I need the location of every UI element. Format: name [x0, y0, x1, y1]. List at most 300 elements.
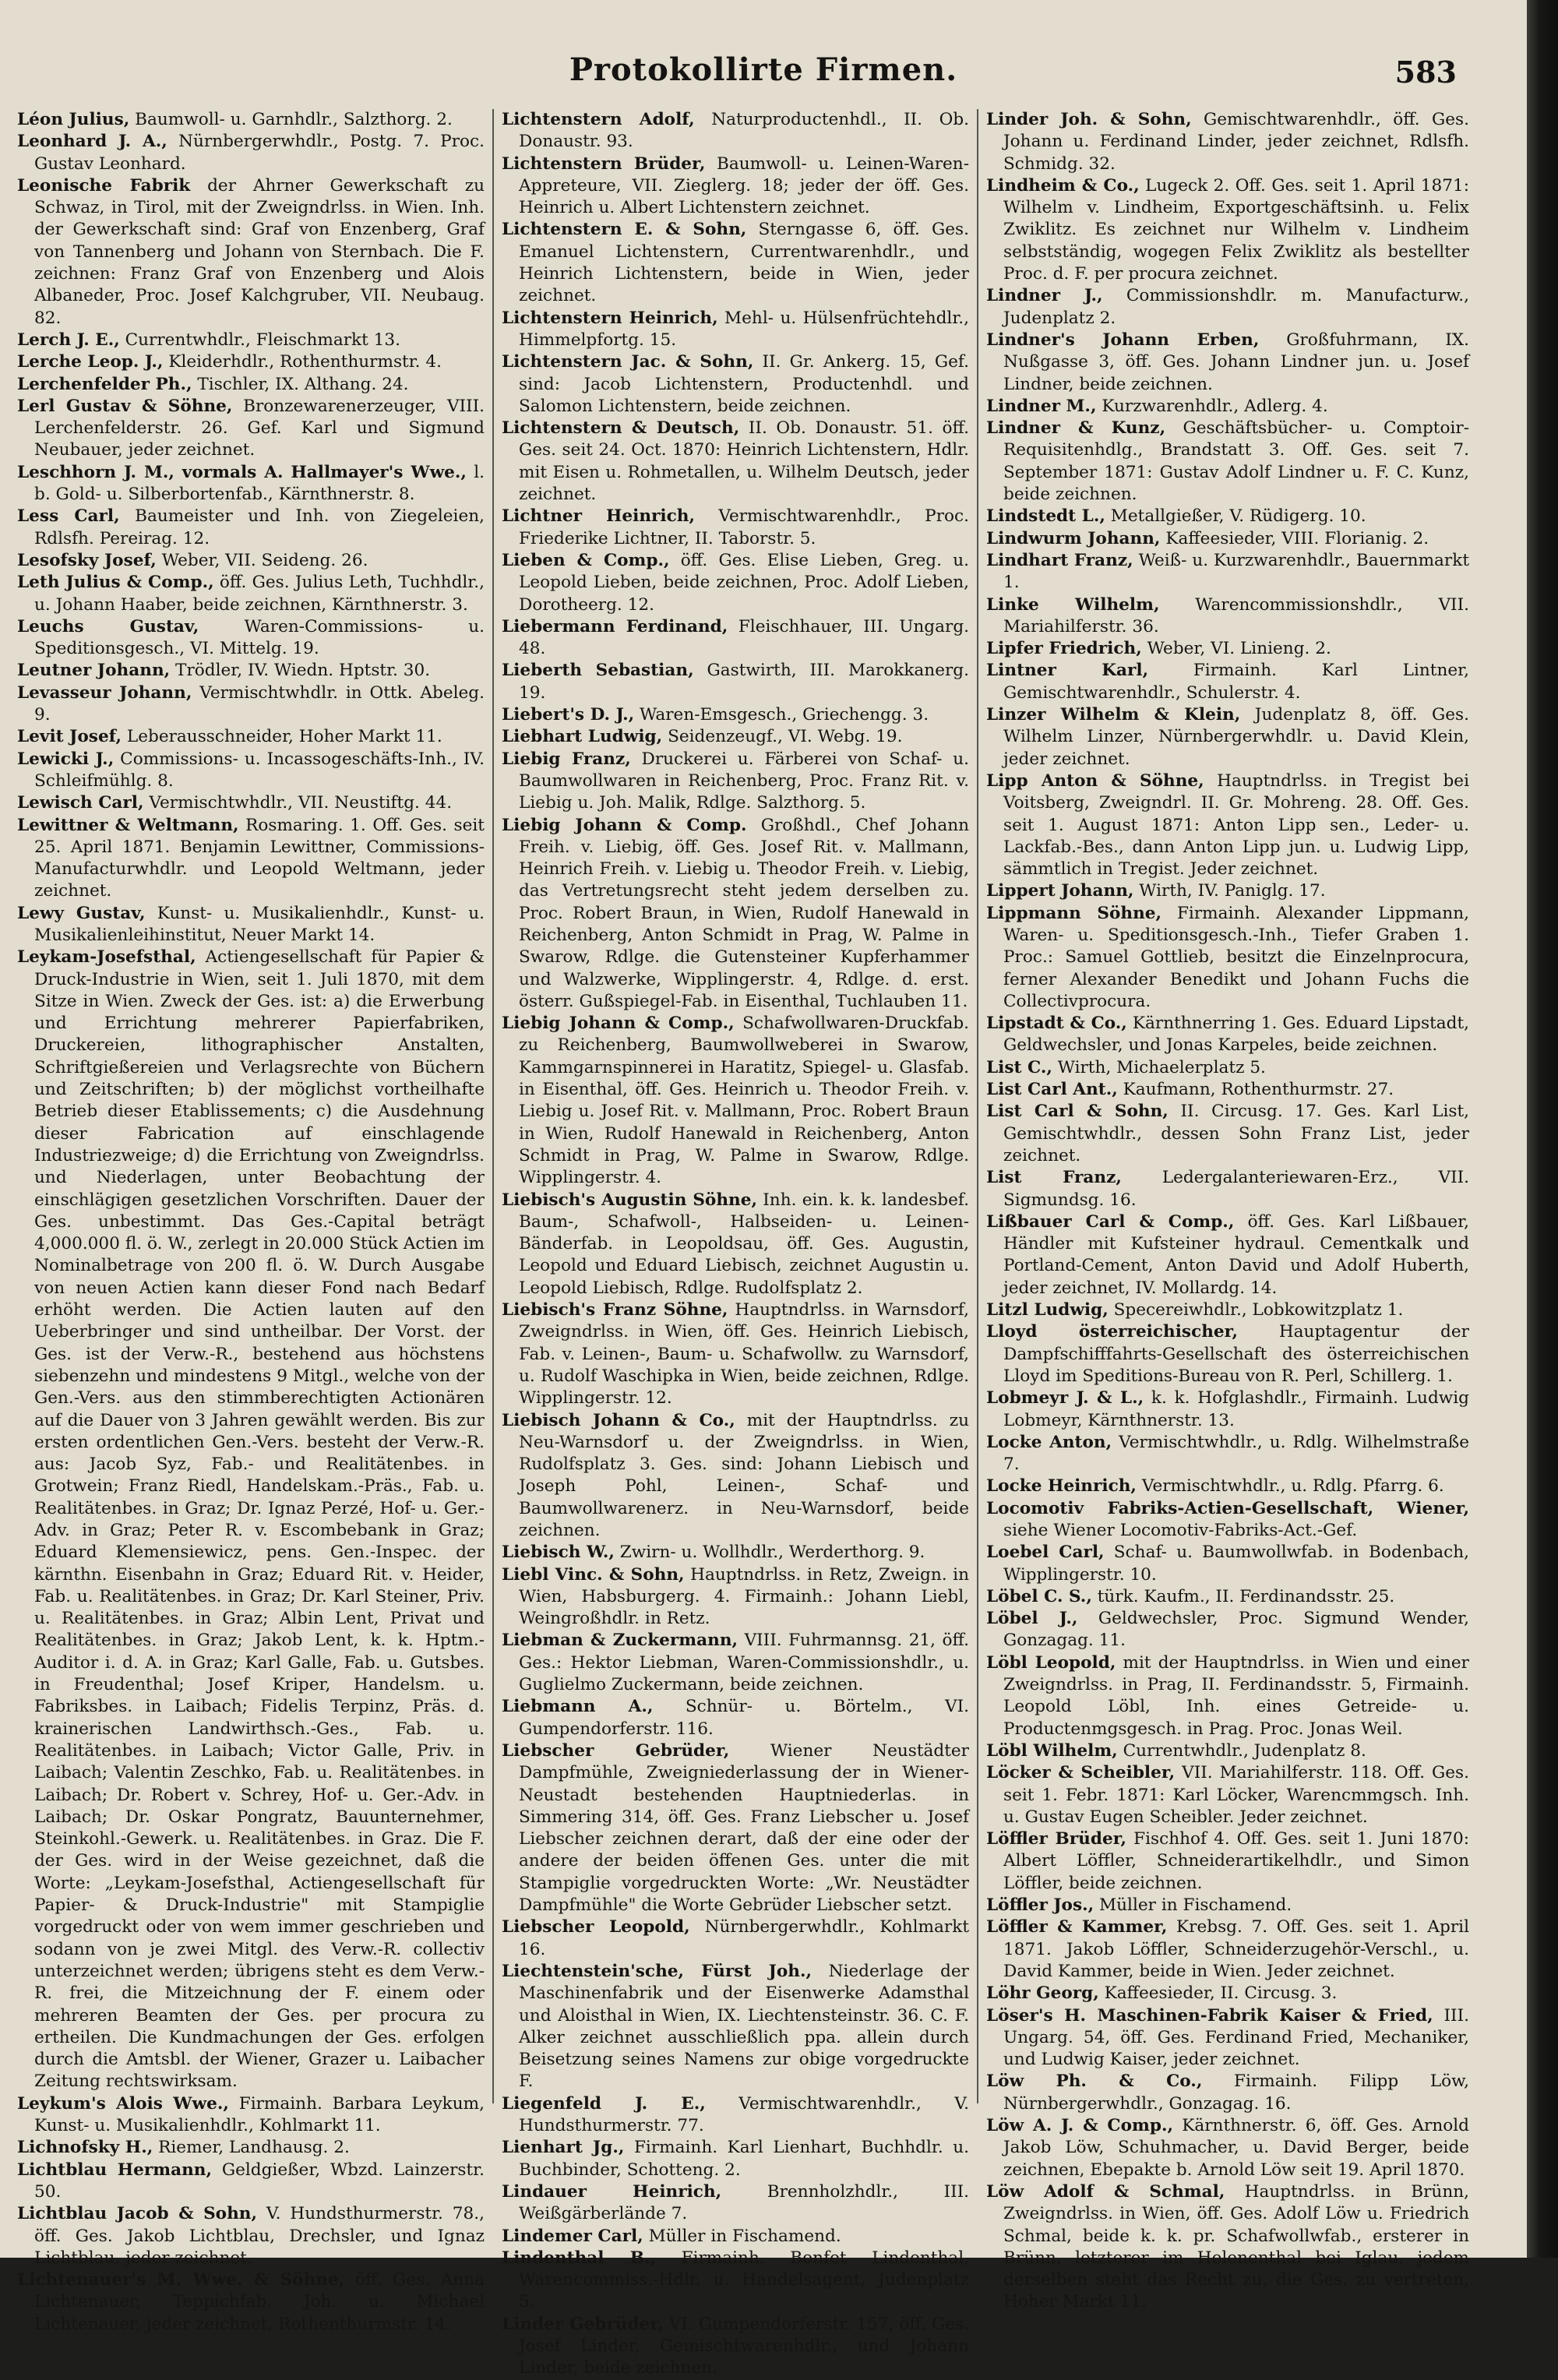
firm-details: Niederlage der Maschinenfabrik und der Eisenwerke Adamsthal und Aloisthal in Wien, IX. Liechtensteinstr. 36. C. F. Alker zeichnet ausschließlich ppa. allein durch Beisetzung seines Namens zur obige vorgedruckte F.: [519, 1961, 969, 2092]
firm-entry: [502, 2093, 969, 2138]
firm-entry: [986, 1498, 1469, 1543]
firm-name: Leonhard J. A.,: [17, 132, 167, 152]
firm-entry: [17, 792, 485, 814]
firm-name: Löbl Leopold,: [986, 1652, 1116, 1673]
firm-details: Currentwhdlr., Judenplatz 8.: [1123, 1740, 1366, 1761]
firm-details: Vermischtwarenhdlr., V. Hundsthurmerstr. 77.: [519, 2093, 969, 2136]
firm-name: Lindenthal B.,: [502, 2248, 657, 2268]
firm-details: Lugeck 2. Off. Ges. seit 1. April 1871: Wilhelm v. Lindheim, Exportgeschäftsinh. u. Felix Zwiklitz. Es zeichnet nur Wilhelm v. Lindheim selbstständig, wogegen Felix Zwiklitz als bestellter Proc. d. F. per procura zeichnet.: [1003, 175, 1469, 284]
firm-entry: [986, 1983, 1469, 2004]
firm-entry: [986, 1013, 1469, 1057]
firm-entry: [986, 1211, 1469, 1299]
firm-entry: [502, 2181, 969, 2226]
firm-entry: [502, 616, 969, 661]
firm-entry: [17, 175, 485, 330]
firm-entry: [986, 1299, 1469, 1321]
firm-name: Lindner's Johann Erben,: [986, 330, 1260, 350]
firm-entry: [986, 330, 1469, 396]
firm-name: Leutner Johann,: [17, 661, 171, 681]
firm-entry: [986, 880, 1469, 902]
firm-entry: [986, 1608, 1469, 1652]
firm-entry: [502, 1630, 969, 1696]
firm-details: Riemer, Landhausg. 2.: [158, 2138, 350, 2158]
firm-entry: [17, 2269, 485, 2336]
firm-entry: [502, 704, 969, 726]
firm-entry: [17, 506, 485, 550]
firm-details: Geldwechsler, Proc. Sigmund Wender, Gonzagag. 11.: [1003, 1609, 1469, 1651]
firm-details: Brennholzhdlr., III. Weißgärberlände 7.: [519, 2181, 969, 2224]
column-3: [986, 109, 1470, 2312]
firm-entry: [502, 153, 969, 220]
firm-entry: [986, 2005, 1469, 2071]
firm-details: Kärnthnerring 1. Ges. Eduard Lipstadt, Geldwechsler, und Jonas Karpeles, beide zeichnen.: [1003, 1014, 1469, 1056]
firm-entry: [986, 2115, 1469, 2181]
firm-entry: [986, 1652, 1469, 1740]
firm-entry: [17, 131, 485, 175]
firm-name: Löffler Jos.,: [986, 1895, 1094, 1916]
firm-name: Locomotiv Fabriks-Actien-Gesellschaft, Wiener,: [986, 1498, 1469, 1518]
firm-name: Leuchs Gustav,: [17, 616, 199, 636]
firm-name: Liebscher Leopold,: [502, 1917, 690, 1937]
firm-name: Less Carl,: [17, 506, 120, 527]
firm-details: Krebsg. 7. Off. Ges. seit 1. April 1871. Jakob Löffler, Schneiderzugehör-Verschl., u. David Kammer, beide in Wien. Jeder zeichnet.: [1003, 1917, 1469, 1981]
firm-entry: [17, 947, 485, 2093]
firm-entry: [502, 1542, 969, 1564]
firm-entry: [986, 660, 1469, 704]
firm-entry: [502, 308, 969, 352]
firm-name: Lobmeyr J. & L.,: [986, 1388, 1144, 1409]
firm-name: Lichtenstern Brüder,: [502, 153, 706, 174]
firm-details: III. Ungarg. 54, öff. Ges. Ferdinand Fried, Mechaniker, und Ludwig Kaiser, jeder zeichnet.: [1003, 2005, 1469, 2070]
firm-entry: [986, 1916, 1469, 1983]
firm-entry: [502, 1696, 969, 1740]
firm-entry: [502, 219, 969, 307]
firm-details: Vermischtwarenhdlr., Proc. Friederike Lichtner, II. Taborstr. 5.: [519, 506, 969, 548]
firm-details: Tischler, IX. Althang. 24.: [197, 374, 409, 394]
firm-entry: [986, 550, 1469, 594]
firm-name: Linzer Wilhelm & Klein,: [986, 705, 1241, 725]
firm-name: Lerchenfelder Ph.,: [17, 374, 192, 394]
firm-details: Großfuhrmann, IX. Nußgasse 3, öff. Ges. Johann Lindner jun. u. Josef Lindner, beide zeichnen.: [1003, 330, 1470, 394]
firm-details: Müller in Fischamend.: [648, 2226, 841, 2246]
firm-name: Löhr Georg,: [986, 1983, 1099, 2004]
firm-details: Vermischtwhdlr., VII. Neustiftg. 44.: [149, 793, 453, 813]
firm-details: Zwirn- u. Wollhdlr., Werderthorg. 9.: [619, 1543, 925, 1563]
firm-name: Lichtner Heinrich,: [502, 506, 695, 527]
firm-details: Baumwoll- u. Leinen-Waren-Appreteure, VII. Zieglerg. 18; jeder der öff. Ges. Heinrich u. Albert Lichtenstern zeichnet.: [519, 153, 969, 218]
firm-name: Levasseur Johann,: [17, 682, 192, 703]
firm-entry: [502, 1299, 969, 1409]
firm-name: Liebscher Gebrüder,: [502, 1740, 730, 1761]
firm-details: Kurzwarenhdlr., Adlerg. 4.: [1102, 396, 1328, 416]
firm-details: II. Gr. Ankerg. 15, Gef. sind: Jacob Lichtenstern, Productenhdl. und Salomon Lichtenstern, beide zeichnen.: [519, 352, 969, 416]
firm-details: Specereiwhdlr., Lobkowitzplatz 1.: [1113, 1300, 1404, 1320]
firm-name: Liebman & Zuckermann,: [502, 1631, 738, 1651]
firm-details: Großhdl., Chef Johann Freih. v. Liebig, öff. Ges. Josef Rit. v. Mallmann, Heinrich Freih. v. Liebig u. Theodor Freih. v. Liebig, das Vertretungsrecht steht jedem derselben zu. Proc. Robert Braun, in Wien, Rudolf Hanewald in Reichenberg, Anton Schmidt in Prag, W. Palme in Swarow, Rdlge. die Gutensteiner Kupferhammer und Walzwerke, Wipplingerstr. 4, Rdlge. d. erst. österr. Gußspiegel-Fab. in Eisenthal, Tuchlauben 11.: [519, 815, 970, 1011]
firm-name: Löffler Brüder,: [986, 1829, 1127, 1849]
firm-entry: [17, 903, 485, 947]
firm-name: Löbel C. S.,: [986, 1586, 1092, 1606]
firm-name: Löw A. J. & Comp.,: [986, 2116, 1173, 2136]
firm-name: Lichnofsky H.,: [17, 2138, 153, 2158]
firm-name: Leschhorn J. M., vormals A. Hallmayer's Wwe.,: [17, 462, 467, 482]
firm-entry: [17, 109, 485, 131]
firm-details: Kaufmann, Rothenthurmstr. 27.: [1123, 1080, 1394, 1100]
firm-details: Judenplatz 8, öff. Ges. Wilhelm Linzer, Nürnbergerwhdlr. u. David Klein, jeder zeichnet.: [1003, 705, 1469, 769]
firm-entry: [986, 638, 1469, 660]
firm-details: Kleiderhdlr., Rothenthurmstr. 4.: [168, 352, 442, 372]
firm-entry: [986, 1586, 1469, 1608]
firm-entry: [986, 2181, 1469, 2314]
firm-name: Loebel Carl,: [986, 1543, 1105, 1563]
directory-columns: [17, 109, 1511, 2378]
firm-entry: [986, 704, 1469, 770]
firm-name: Leth Julius & Comp.,: [17, 573, 214, 593]
firm-details: Druckerei u. Färberei von Schaf- u. Baumwollwaren in Reichenberg, Proc. Franz Rit. v. Liebig u. Joh. Malik, Rdlge. Salzthorg. 5.: [519, 749, 969, 813]
firm-details: Seidenzeugf., VI. Webg. 19.: [668, 727, 903, 747]
firm-details: Currentwhdlr., Fleischmarkt 13.: [125, 330, 401, 350]
firm-details: öff. Ges. Karl Lißbauer, Händler mit Kufsteiner hydraul. Cementkalk und Portland-Cement, Anton David und Adolf Huberth, jeder zeichnet, IV. Mollardg. 14.: [1003, 1211, 1470, 1298]
firm-name: Lißbauer Carl & Comp.,: [986, 1211, 1235, 1232]
firm-name: Lesofsky Josef,: [17, 550, 157, 570]
firm-details: Actiengesellschaft für Papier & Druck-Industrie in Wien, seit 1. Juli 1870, mit dem Sitze in Wien. Zweck der Ges. ist: a) die Erwerbung und Errichtung mehrerer Papierfabriken, Druckereien, lithographischer Anstalten, Schriftgießereien und Verlagsrechte von Büchern und Zeitschriften; b) der möglichst vortheilhafte Betrieb dieser Etablissements; c) die Ausdehnung dieser Fabrication auf einschlagende Industriezweige; d) die Errichtung von Zweigndrlss. und Niederlagen, unter Beobachtung der einschlägigen gesetzlichen Vorschriften. Dauer der Ges. unbestimmt. Das Ges.-Capital beträgt 4,000.000 fl. ö. W., zerlegt in 20.000 Stück Actien im Nominalbetrage von 200 fl. ö. W. Durch Ausgabe von neuen Actien kann dieser Fond nach Bedarf erhöht werden. Die Actien lauten auf den Ueberbringer und sind untheilbar. Der Vorst. der Ges. ist der Verw.-R., bestehend aus höchstens siebenzehn und mindestens 9 Mitgl., welche von der Gen.-Vers. aus den stimmberechtigten Actionären auf die Dauer von 3 Jahren gewählt werden. Bis zur ersten ordentlichen Gen.-Vers. besteht der Verw.-R. aus: Jacob Syz, Fab.- und Realitätenbes. in Grotwein; Franz Riedl, Handelskam.-Präs., Fab. u. Realitätenbes. in Graz; Dr. Ignaz Perzé, Hof- u. Ger.-Adv. in Graz; Peter R. v. Escombebank in Graz; Eduard Klemensiewicz, pens. Gen.-Inspec. der kärnthn. Eisenbahn in Graz; Eduard Rit. v. Heider, Fab. u. Realitätenbes. in Graz; Dr. Karl Steiner, Priv. u. Realitätenbes. in Graz; Albin Lent, Privat und Realitätenbes. in Graz; Jakob Lent, k. k. Hptm.-Auditor i. d. A. in Graz; Karl Galle, Fab. u. Gutsbes. in Freudenthal; Josef Kriper, Handelsm. u. Fabriksbes. in Laibach; Fidelis Terpinz, Präs. d. krainerischen Landwirthsch.-Ges., Fab. u. Realitätenbes. in Laibach; Victor Galle, Priv. in Laibach; Valentin Zeschko, Fab. u. Realitätenbes. in Laibach; Dr. Robert v. Schrey, Hof- u. Ger.-Adv. in Laibach; Dr. Oskar Pongratz, Bauunternehmer, Steinkohl.-Gewerk. u. Realitätenbes. in Graz. Die F. der Ges. wird in der Weise gezeichnet, daß die Worte: „Leykam-Josefsthal, Actiengesellschaft für Papier- & Druck-Industrie" mit Stampiglie vorgedruckt oder von wem immer geschrieben und sodann von je zwei Mitgl. des Verw.-R. collectiv unterzeichnet werden; übrigens steht es dem Verw.-R. frei, die Mitzeichnung der F. einem oder mehreren Beamten der Ges. per procura zu ertheilen. Die Kundmachungen der Ges. erfolgen durch die Amtsbl. der Wiener, Grazer u. Laibacher Zeitung rechtswirksam.: [34, 947, 485, 2092]
firm-name: Löw Adolf & Schmal,: [986, 2181, 1225, 2202]
firm-details: Commissionshdlr. m. Manufacturw., Judenplatz 2.: [1003, 286, 1469, 328]
firm-details: Leberausschneider, Hoher Markt 11.: [126, 727, 442, 747]
firm-details: Geschäftsbücher- u. Comptoir-Requisitenhdlg., Brandstatt 3. Off. Ges. seit 7. September 1871: Gustav Adolf Lindner u. F. C. Kunz, beide zeichnen.: [1003, 418, 1469, 505]
firm-details: öff. Ges. Elise Lieben, Greg. u. Leopold Lieben, beide zeichnen, Proc. Adolf Lieben, Dorotheerg. 12.: [519, 550, 970, 615]
page-header: [0, 45, 1527, 100]
column-divider: [492, 109, 494, 2103]
firm-details: II. Ob. Donaustr. 51. öff. Ges. seit 24. Oct. 1870: Heinrich Lichtenstern, Hdlr. mit Eisen u. Rohmetallen, u. Wilhelm Deutsch, jeder zeichnet.: [519, 418, 969, 505]
firm-name: Liebisch Johann & Co.,: [502, 1410, 735, 1430]
firm-details: Hauptndrlss. in Brünn, Zweigndrlss. in Wien, öff. Ges. Adolf Löw u. Friedrich Schmal, beide k. k. pr. Schafwollwfab., ersterer in Brünn, letzterer im Helenenthal bei Iglau, jedem derselben steht das Recht zu, die Ges. zu vertreten, Hoher Markt 11.: [1003, 2181, 1469, 2312]
firm-name: Löcker & Scheibler,: [986, 1763, 1176, 1783]
firm-name: Löffler & Kammer,: [986, 1917, 1168, 1937]
firm-name: Lindauer Heinrich,: [502, 2181, 722, 2202]
firm-entry: [17, 330, 485, 351]
firm-name: Leykum's Alois Wwe.,: [17, 2093, 229, 2114]
firm-name: Lichtenstern Heinrich,: [502, 308, 718, 328]
firm-entry: [17, 462, 485, 506]
firm-name: Liebl Vinc. & Sohn,: [502, 1564, 685, 1585]
firm-entry: [986, 1542, 1469, 1586]
firm-entry: [17, 616, 485, 661]
firm-entry: [502, 2314, 969, 2380]
firm-entry: [986, 594, 1469, 639]
firm-name: Löbel J.,: [986, 1609, 1078, 1629]
firm-details: Wirth, IV. Paniglg. 17.: [1139, 881, 1326, 901]
firm-entry: [986, 1101, 1469, 1167]
firm-name: Lindner & Kunz,: [986, 418, 1166, 439]
firm-details: Firmainh. Alexander Lippmann, Waren- u. Speditionsgesch.-Inh., Tiefer Graben 1. Proc.: Samuel Gottlieb, besitzt die Einzelnprocura, ferner Alexander Benedikt und Johann Fuchs die Collectivprocura.: [1003, 903, 1469, 1011]
firm-name: Lewittner & Weltmann,: [17, 815, 239, 835]
firm-entry: [17, 550, 485, 572]
scan-dark-edge: [1527, 0, 1558, 2258]
firm-name: Lichtenstern E. & Sohn,: [502, 220, 747, 240]
firm-entry: [502, 418, 969, 506]
firm-details: Waren-Commissions- u. Speditionsgesch., VI. Mittelg. 19.: [34, 616, 485, 659]
firm-entry: [986, 903, 1469, 1013]
firm-details: Kärnthnerstr. 6, öff. Ges. Arnold Jakob Löw, Schuhmacher, u. David Berger, beide zeichnen, Ebepakte b. Arnold Löw seit 19. April 1870.: [1003, 2116, 1469, 2180]
firm-name: Liebert's D. J.,: [502, 705, 635, 725]
firm-entry: [986, 1057, 1469, 1079]
firm-details: Hauptndrlss. in Warnsdorf, Zweigndrlss. in Wien, öff. Ges. Heinrich Liebisch, Fab. v. Leinen-, Baum- u. Schafwollw. zu Warnsdorf, u. Rudolf Waschipka in Wien, beide zeichnen, Rdlge. Wipplingerstr. 12.: [519, 1300, 969, 1409]
firm-entry: [986, 1079, 1469, 1101]
firm-entry: [17, 815, 485, 903]
firm-name: Lieberth Sebastian,: [502, 661, 694, 681]
firm-details: Wiener Neustädter Dampfmühle, Zweigniederlassung der in Wiener-Neustadt bestehenden Hauptniederlas. in Simmering 314, öff. Ges. Franz Liebscher u. Josef Liebscher zeichnen derart, daß der eine oder der andere der beiden öffenen Ges. unter die mit Stampiglie vorgedruckten Worte: „Wr. Neustädter Dampfmühle" die Worte Gebrüder Liebscher setzt.: [519, 1740, 969, 1916]
firm-details: II. Circusg. 17. Ges. Karl List, Gemischtwhdlr., dessen Sohn Franz List, jeder zeichnet.: [1003, 1102, 1469, 1165]
firm-details: Vermischtwhdlr., u. Rdlg. Pfarrg. 6.: [1141, 1476, 1444, 1497]
firm-details: Baumeister und Inh. von Ziegeleien, Rdlsfh. Pereirag. 12.: [34, 506, 485, 548]
firm-details: Müller in Fischamend.: [1099, 1895, 1292, 1916]
firm-entry: [17, 2093, 485, 2138]
firm-details: Schaf- u. Baumwollwfab. in Bodenbach, Wipplingerstr. 10.: [1003, 1543, 1469, 1585]
firm-name: Löbl Wilhelm,: [986, 1740, 1118, 1761]
firm-details: Commissions- u. Incassogeschäfts-Inh., IV. Schleifmühlg. 8.: [34, 749, 485, 791]
firm-name: Lewy Gustav,: [17, 903, 146, 923]
firm-entry: [986, 1895, 1469, 1916]
firm-details: Fleischhauer, III. Ungarg. 48.: [519, 616, 970, 659]
firm-name: List C.,: [986, 1057, 1052, 1077]
firm-details: Hauptndrlss. in Tregist bei Voitsberg, Zweigndrl. II. Gr. Mohreng. 28. Off. Ges. seit 1. August 1871: Anton Lipp sen., Leder- u. Lackfab.-Bes., dann Anton Lipp jun. u. Ludwig Lipp, sämmtlich in Tregist. Jeder zeichnet.: [1003, 770, 1469, 880]
firm-details: Metallgießer, V. Rüdigerg. 10.: [1110, 506, 1366, 527]
firm-name: Lerch J. E.,: [17, 330, 120, 350]
firm-details: Waren-Emsgesch., Griechengg. 3.: [640, 705, 929, 725]
firm-entry: [17, 726, 485, 748]
firm-entry: [986, 285, 1469, 330]
firm-entry: [502, 1961, 969, 2093]
firm-entry: [986, 1321, 1469, 1387]
firm-name: Lichtblau Jacob & Sohn,: [17, 2204, 257, 2224]
firm-entry: [986, 109, 1469, 175]
firm-name: Liechtenstein'sche, Fürst Joh.,: [502, 1961, 812, 1981]
firm-name: Liebermann Ferdinand,: [502, 616, 728, 636]
firm-entry: [17, 374, 485, 396]
firm-details: VII. Mariahilferstr. 118. Off. Ges. seit 1. Febr. 1871: Karl Löcker, Warencmmgsch. Inh. u. Gustav Eugen Scheibler. Jeder zeichnet.: [1003, 1763, 1469, 1827]
firm-details: öff. Ges. Anna Lichtenauer, Teppichfab. Joh. u. Michael Lichtenauer, jeder zeichnet, Rothenthurmstr. 14.: [34, 2270, 485, 2334]
firm-name: Liebmann A.,: [502, 1697, 654, 1717]
firm-entry: [986, 1476, 1469, 1497]
firm-entry: [502, 660, 969, 704]
firm-details: Firmainh. Bonfet Lindenthal, Warencommiss.-Hdlr. u. Handelsagent, Judenplatz 5.: [519, 2248, 969, 2312]
firm-name: Leonische Fabrik: [17, 175, 191, 196]
firm-details: Weiß- u. Kurzwarenhdlr., Bauernmarkt 1.: [1003, 550, 1469, 593]
firm-details: Vermischtwhdlr., u. Rdlg. Wilhelmstraße 7.: [1003, 1432, 1469, 1475]
firm-name: Lewicki J.,: [17, 749, 115, 769]
firm-entry: [502, 726, 969, 748]
firm-name: Lichtblau Hermann,: [17, 2160, 212, 2180]
firm-name: List Franz,: [986, 1168, 1122, 1188]
firm-name: Liebig Johann & Comp.,: [502, 1014, 735, 1034]
firm-entry: [986, 770, 1469, 880]
firm-entry: [17, 749, 485, 793]
firm-entry: [502, 351, 969, 418]
firm-details: Weber, VII. Seideng. 26.: [161, 550, 368, 570]
firm-details: VI. Gumpendorferstr. 157, öff. Ges. Josef Linder, Gemischtwarenhdlr., und Johann Linder, beide zeichnen.: [519, 2314, 969, 2378]
firm-details: Gemischtwarenhdlr., öff. Ges. Johann u. Ferdinand Linder, jeder zeichnet, Rdlsfh. Schmidg. 32.: [1003, 110, 1469, 174]
firm-entry: [502, 2137, 969, 2181]
firm-name: Léon Julius,: [17, 110, 130, 129]
firm-entry: [17, 2137, 485, 2159]
firm-name: Lewisch Carl,: [17, 793, 144, 813]
firm-name: Lloyd österreichischer,: [986, 1322, 1238, 1342]
column-1: [17, 109, 485, 2334]
firm-details: mit der Hauptndrlss. in Wien und einer Zweigndrlss. in Prag, II. Ferdinandsstr. 5, Firmainh. Leopold Löbl, Inh. eines Getreide- u. Productenmgsgesch. in Prag. Proc. Jonas Weil.: [1003, 1652, 1469, 1739]
firm-details: siehe Wiener Locomotiv-Fabriks-Act.-Gef.: [1003, 1521, 1358, 1540]
firm-details: Nürnbergerwhdlr., Postg. 7. Proc. Gustav Leonhard.: [34, 132, 485, 174]
firm-name: Liebig Johann & Comp.: [502, 815, 747, 835]
firm-details: der Ahrner Gewerkschaft zu Schwaz, in Tirol, mit der Zweigndrlss. in Wien. Inh. der Gewerkschaft sind: Graf von Enzenberg, Graf von Tannenberg und Johann von Sternbach. Die F. zeichnen: Franz Graf von Enzenberg und Alois Albaneder, Proc. Josef Kalchgruber, VII. Neubaug. 82.: [34, 175, 485, 328]
firm-details: Mehl- u. Hülsenfrüchtehdlr., Himmelpfortg. 15.: [519, 308, 970, 350]
firm-name: Lindner J.,: [986, 286, 1103, 306]
firm-name: Lichtenstern & Deutsch,: [502, 418, 740, 439]
firm-name: Lichtenstern Jac. & Sohn,: [502, 352, 754, 372]
firm-details: Firmainh. Karl Lintner, Gemischtwarenhdlr., Schulerstr. 4.: [1003, 661, 1469, 703]
firm-name: Lerl Gustav & Söhne,: [17, 396, 233, 416]
firm-name: Lindstedt L.,: [986, 506, 1105, 527]
firm-name: Linder Joh. & Sohn,: [986, 110, 1192, 129]
firm-entry: [986, 1740, 1469, 1762]
firm-name: Levit Josef,: [17, 727, 122, 747]
firm-entry: [17, 2203, 485, 2269]
firm-details: Sterngasse 6, öff. Ges. Emanuel Lichtenstern, Currentwarenhdlr., und Heinrich Lichtenstern, beide in Wien, jeder zeichnet.: [519, 220, 969, 306]
firm-entry: [502, 506, 969, 550]
firm-details: Fischhof 4. Off. Ges. seit 1. Juni 1870: Albert Löffler, Schneiderartikelhdlr., und Simon Löffler, beide zeichnen.: [1003, 1829, 1469, 1893]
firm-details: Hauptagentur der Dampfschifffahrts-Gesellschaft des österreichischen Lloyd im Speditions-Bureau von R. Perl, Schillerg. 1.: [1003, 1322, 1469, 1386]
firm-entry: [502, 815, 969, 1014]
firm-name: Lindemer Carl,: [502, 2226, 643, 2246]
firm-name: Liebhart Ludwig,: [502, 727, 663, 747]
firm-details: Vermischtwhdlr. in Ottk. Abeleg. 9.: [34, 682, 485, 725]
firm-name: Lippert Johann,: [986, 881, 1134, 901]
firm-entry: [986, 1828, 1469, 1895]
firm-entry: [17, 396, 485, 462]
firm-name: Lindwurm Johann,: [986, 528, 1161, 548]
firm-entry: [502, 1740, 969, 1916]
firm-name: Lindhart Franz,: [986, 550, 1133, 570]
firm-name: Lindheim & Co.,: [986, 175, 1140, 196]
firm-name: Lindner M.,: [986, 396, 1097, 416]
firm-entry: [986, 1432, 1469, 1476]
firm-details: V. Hundsthurmerstr. 78., öff. Ges. Jakob Lichtblau, Drechsler, und Ignaz Lichtblau, jeder zeichnet.: [34, 2204, 485, 2268]
column-2: [502, 109, 970, 2378]
firm-name: Lichtenauer's M. Wwe. & Söhne,: [17, 2270, 345, 2290]
firm-name: List Carl Ant.,: [986, 1080, 1118, 1100]
firm-name: Lintner Karl,: [986, 661, 1149, 681]
firm-details: Baumwoll- u. Garnhdlr., Salzthorg. 2.: [135, 110, 453, 129]
firm-entry: [17, 351, 485, 373]
firm-details: Inh. ein. k. k. landesbef. Baum-, Schafwoll-, Halbseiden- u. Leinen-Bänderfab. in Leopoldsau, öff. Ges. Augustin, Leopold und Eduard Liebisch, zeichnet Augustin u. Leopold Liebisch, Rdlge. Rudolfsplatz 2.: [519, 1190, 969, 1298]
firm-details: k. k. Hofglashdlr., Firmainh. Ludwig Lobmeyr, Kärnthnerstr. 13.: [1003, 1388, 1469, 1430]
firm-details: Trödler, IV. Wiedn. Hptstr. 30.: [175, 661, 431, 681]
firm-entry: [986, 418, 1469, 506]
firm-details: Firmainh. Barbara Leykum, Kunst- u. Musikalienhdlr., Kohlmarkt 11.: [34, 2093, 485, 2136]
firm-details: Wirth, Michaelerplatz 5.: [1057, 1057, 1266, 1077]
firm-name: Lippmann Söhne,: [986, 903, 1162, 923]
page-number: 583: [1394, 55, 1457, 90]
firm-entry: [502, 2226, 969, 2248]
firm-name: Locke Heinrich,: [986, 1476, 1137, 1497]
firm-entry: [986, 1387, 1469, 1432]
firm-details: öff. Ges. Julius Leth, Tuchhdlr., u. Johann Haaber, beide zeichnen, Kärnthnerstr. 3.: [34, 573, 485, 615]
firm-entry: [502, 1564, 969, 1631]
firm-name: Litzl Ludwig,: [986, 1300, 1109, 1320]
firm-name: Liebisch W.,: [502, 1543, 615, 1563]
firm-details: VIII. Fuhrmannsg. 21, öff. Ges.: Hektor Liebman, Waren-Commissionshdlr., u. Guglielmo Zuckermann, beide zeichnen.: [519, 1631, 969, 1695]
firm-entry: [17, 572, 485, 616]
firm-name: Lipp Anton & Söhne,: [986, 770, 1204, 791]
firm-entry: [986, 175, 1469, 285]
firm-details: Geldgießer, Wbzd. Lainzerstr. 50.: [34, 2160, 485, 2202]
firm-entry: [502, 749, 969, 815]
firm-name: Linke Wilhelm,: [986, 594, 1160, 615]
firm-details: Schafwollwaren-Druckfab. zu Reichenberg, Baumwollweberei in Swarow, Kammgarnspinnerei in Haratitz, Spiegel- u. Glasfab. in Eisenthal, öff. Ges. Heinrich u. Theodor Freih. v. Liebig u. Josef Rit. v. Mallmann, Proc. Robert Braun in Wien, Rudolf Hanewald in Reichenberg, Anton Schmidt in Prag, W. Palme in Swarow, Rdlge. Wipplingerstr. 4.: [519, 1014, 970, 1188]
firm-name: Locke Anton,: [986, 1432, 1112, 1452]
firm-name: Löser's H. Maschinen-Fabrik Kaiser & Fried,: [986, 2005, 1433, 2026]
firm-name: Lieben & Comp.,: [502, 550, 670, 570]
firm-name: Linder Gebrüder,: [502, 2314, 664, 2334]
firm-name: Liebisch's Augustin Söhne,: [502, 1190, 757, 1210]
firm-details: Hauptndrlss. in Retz, Zweign. in Wien, Habsburgerg. 4. Firmainh.: Johann Liebl, Weingroßhdlr. in Retz.: [519, 1564, 969, 1629]
firm-details: Warencommissionshdlr., VII. Mariahilferstr. 36.: [1003, 594, 1469, 636]
firm-entry: [986, 1762, 1469, 1828]
firm-details: Firmainh. Filipp Löw, Nürnbergerwhdlr., Gonzagag. 16.: [1003, 2071, 1469, 2114]
firm-name: Lipfer Friedrich,: [986, 639, 1142, 659]
firm-name: Löw Ph. & Co.,: [986, 2071, 1203, 2092]
firm-details: Schnür- u. Börtelm., VI. Gumpendorferstr. 116.: [519, 1697, 969, 1739]
firm-entry: [17, 682, 485, 727]
firm-entry: [502, 1916, 969, 1961]
firm-entry: [502, 1013, 969, 1189]
firm-entry: [986, 1167, 1469, 1211]
firm-name: Liebisch's Franz Söhne,: [502, 1300, 728, 1320]
firm-name: Lipstadt & Co.,: [986, 1014, 1127, 1034]
firm-name: List Carl & Sohn,: [986, 1102, 1168, 1122]
firm-name: Liebig Franz,: [502, 749, 631, 769]
firm-name: Lerche Leop. J.,: [17, 352, 164, 372]
firm-details: Kunst- u. Musikalienhdlr., Kunst- u. Musikalienleihinstitut, Neuer Markt 14.: [34, 903, 485, 945]
firm-details: Rosmaring. 1. Off. Ges. seit 25. April 1871. Benjamin Lewittner, Commissions-Manufacturwhdlr. und Leopold Weltmann, jeder zeichnet.: [34, 815, 485, 901]
firm-entry: [17, 2160, 485, 2204]
column-divider: [977, 109, 978, 2103]
firm-name: Lienhart Jg.,: [502, 2138, 625, 2158]
firm-entry: [502, 109, 969, 153]
firm-entry: [986, 506, 1469, 527]
firm-details: Weber, VI. Linieng. 2.: [1147, 639, 1331, 659]
firm-details: Naturproductenhdl., II. Ob. Donaustr. 93.: [519, 110, 970, 152]
firm-details: Kaffeesieder, VIII. Florianig. 2.: [1165, 528, 1429, 548]
firm-name: Liegenfeld J. E.,: [502, 2093, 706, 2114]
firm-entry: [502, 2248, 969, 2314]
firm-entry: [502, 1410, 969, 1543]
firm-details: türk. Kaufm., II. Ferdinandsstr. 25.: [1097, 1586, 1395, 1606]
firm-entry: [502, 550, 969, 616]
firm-entry: [986, 528, 1469, 550]
firm-details: Ledergalanteriewaren-Erz., VII. Sigmundsg. 16.: [1003, 1168, 1469, 1210]
firm-entry: [986, 396, 1469, 418]
firm-name: Leykam-Josefsthal,: [17, 947, 196, 968]
firm-details: l. b. Gold- u. Silberbortenfab., Kärnthnerstr. 8.: [34, 462, 485, 505]
firm-entry: [986, 2071, 1469, 2115]
firm-details: Kaffeesieder, II. Circusg. 3.: [1104, 1983, 1338, 2004]
firm-entry: [17, 660, 485, 682]
firm-details: Gastwirth, III. Marokkanerg. 19.: [519, 661, 969, 703]
firm-name: Lichtenstern Adolf,: [502, 110, 695, 129]
firm-details: Nürnbergerwhdlr., Kohlmarkt 16.: [519, 1917, 969, 1959]
firm-entry: [502, 1190, 969, 1299]
